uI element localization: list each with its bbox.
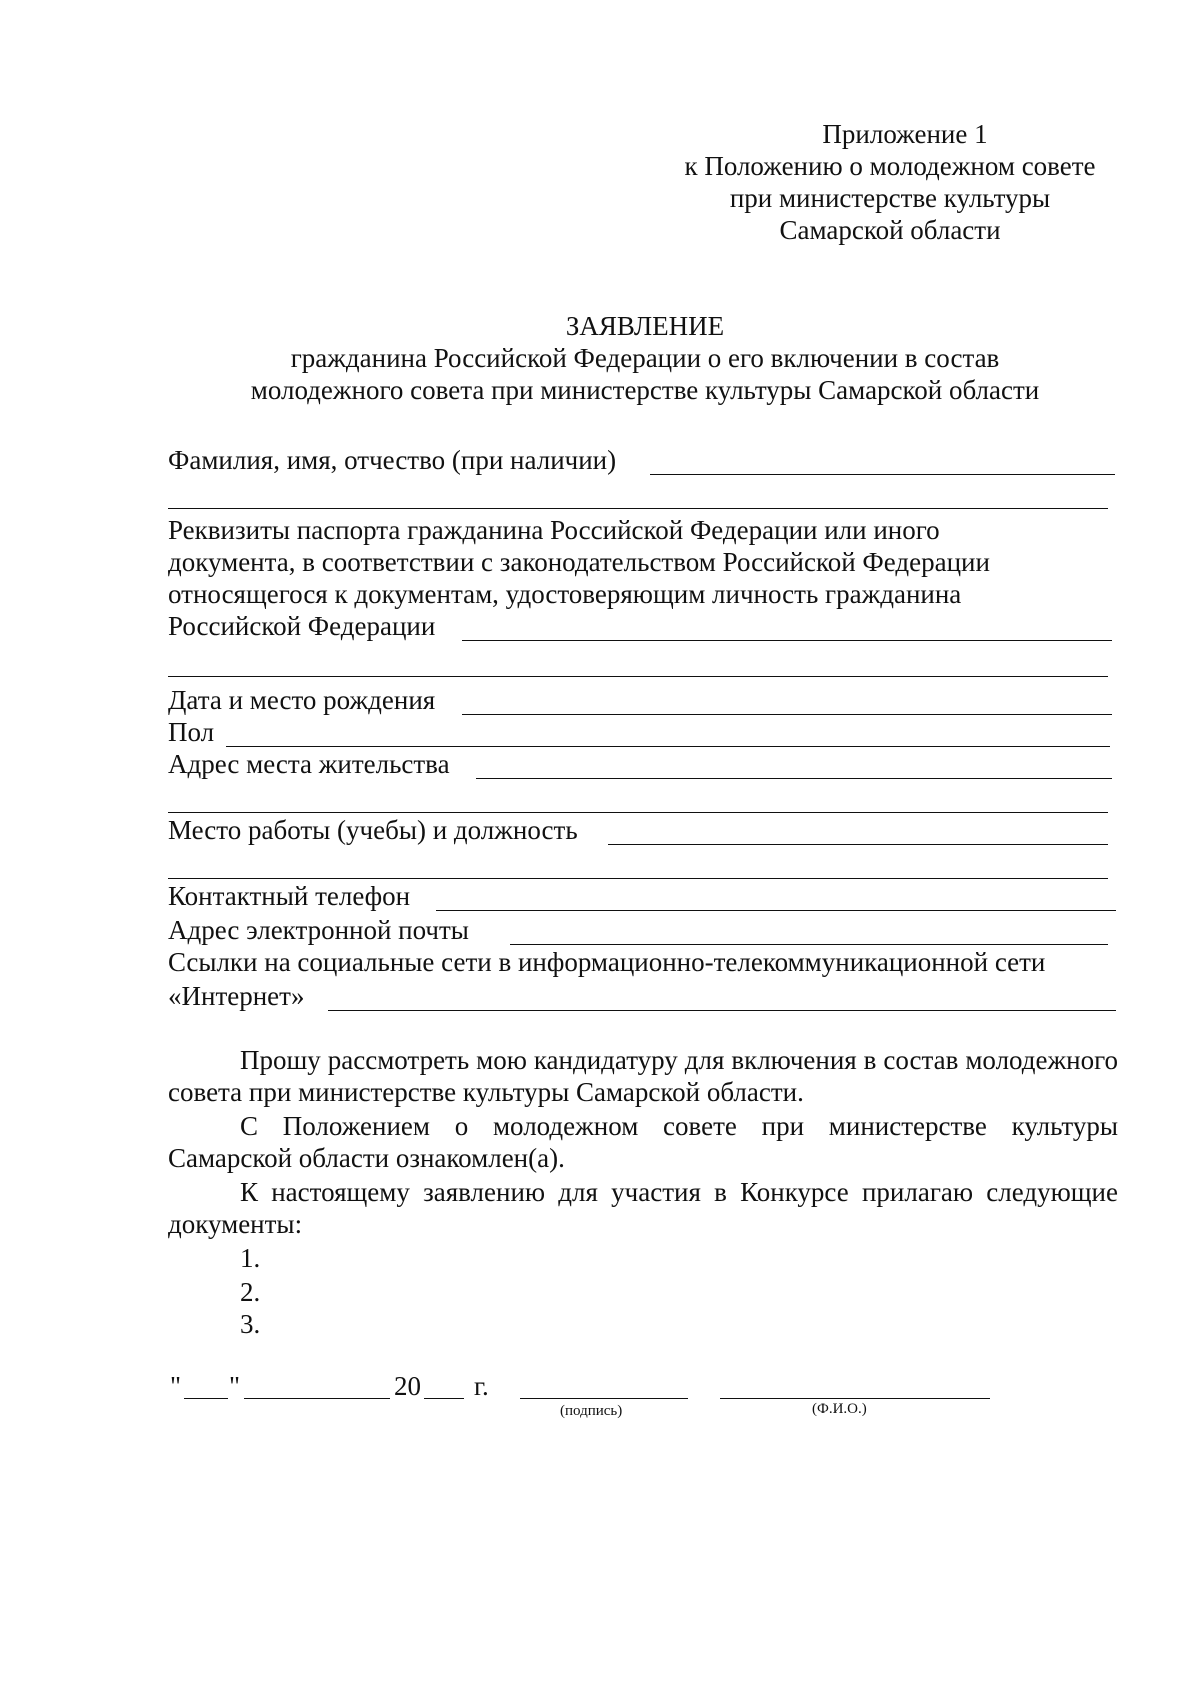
address-blank-line[interactable] <box>476 778 1112 779</box>
document-title-block <box>150 310 1140 406</box>
social-label-line2: «Интернет» <box>168 981 305 1011</box>
work-blank-line-2[interactable] <box>168 878 1108 879</box>
document-subtitle-line1: гражданина Российской Федерации о его включении в состав <box>290 343 1000 373</box>
fio-caption: (Ф.И.О.) <box>812 1401 867 1417</box>
passport-blank-line[interactable] <box>462 640 1112 641</box>
signature-caption: (подпись) <box>560 1403 623 1419</box>
date-year-prefix: 20 <box>394 1371 421 1401</box>
phone-blank-line[interactable] <box>436 910 1116 911</box>
acquainted-paragraph: С Положением о молодежном совете при министерстве культуры Самарской области ознакомлен(а). <box>168 1111 1118 1173</box>
appendix-number: Приложение 1 <box>822 119 988 149</box>
date-month-blank[interactable] <box>244 1398 390 1399</box>
passport-label-line3: относящегося к документам, удостоверяющим личность гражданина <box>168 579 962 609</box>
request-paragraph: Прошу рассмотреть мою кандидатуру для включения в состав молодежного совета при министерстве культуры Самарской области. <box>168 1045 1118 1107</box>
social-blank-line[interactable] <box>328 1010 1116 1011</box>
address-label: Адрес места жительства <box>168 749 450 779</box>
appendix-header <box>655 118 1125 246</box>
address-blank-line-2[interactable] <box>168 812 1108 813</box>
signature-blank[interactable] <box>520 1398 688 1399</box>
date-year-blank[interactable] <box>424 1398 464 1399</box>
document-subtitle-line2: молодежного совета при министерстве культуры Самарской области <box>250 375 1040 405</box>
passport-label-line1: Реквизиты паспорта гражданина Российской Федерации или иного <box>168 515 940 545</box>
sex-label: Пол <box>168 717 215 747</box>
birth-blank-line[interactable] <box>462 714 1112 715</box>
fio-label: Фамилия, имя, отчество (при наличии) <box>168 445 617 475</box>
sex-blank-line[interactable] <box>226 746 1110 747</box>
email-blank-line[interactable] <box>510 944 1108 945</box>
date-year-suffix: г. <box>474 1371 489 1401</box>
document-title: ЗАЯВЛЕНИЕ <box>565 311 725 341</box>
appendix-reference-line3: Самарской области <box>779 215 1001 245</box>
appendix-reference-line2: при министерстве культуры <box>729 183 1051 213</box>
passport-label-line2: документа, в соответствии с законодательством Российской Федерации <box>168 547 990 577</box>
attachment-item-2: 2. <box>240 1277 261 1307</box>
work-label: Место работы (учебы) и должность <box>168 815 578 845</box>
passport-label-line4: Российской Федерации <box>168 611 436 641</box>
work-blank-line[interactable] <box>608 844 1108 845</box>
birth-label: Дата и место рождения <box>168 685 436 715</box>
fio-signature-blank[interactable] <box>720 1398 990 1399</box>
attachment-item-1: 1. <box>240 1243 261 1273</box>
email-label: Адрес электронной почты <box>168 915 469 945</box>
date-quote-close: " <box>229 1371 241 1401</box>
attachment-paragraph: К настоящему заявлению для участия в Конкурсе прилагаю следующие документы: <box>168 1177 1118 1239</box>
fio-blank-line[interactable] <box>650 474 1115 475</box>
date-quote-open: " <box>170 1371 182 1401</box>
date-day-blank[interactable] <box>184 1398 228 1399</box>
phone-label: Контактный телефон <box>168 881 411 911</box>
attachment-item-3: 3. <box>240 1309 261 1339</box>
appendix-reference-line1: к Положению о молодежном совете <box>684 151 1096 181</box>
social-label-line1: Ссылки на социальные сети в информационно-телекоммуникационной сети <box>168 947 1046 977</box>
fio-blank-line-2[interactable] <box>168 508 1108 509</box>
passport-blank-line-2[interactable] <box>168 676 1108 677</box>
